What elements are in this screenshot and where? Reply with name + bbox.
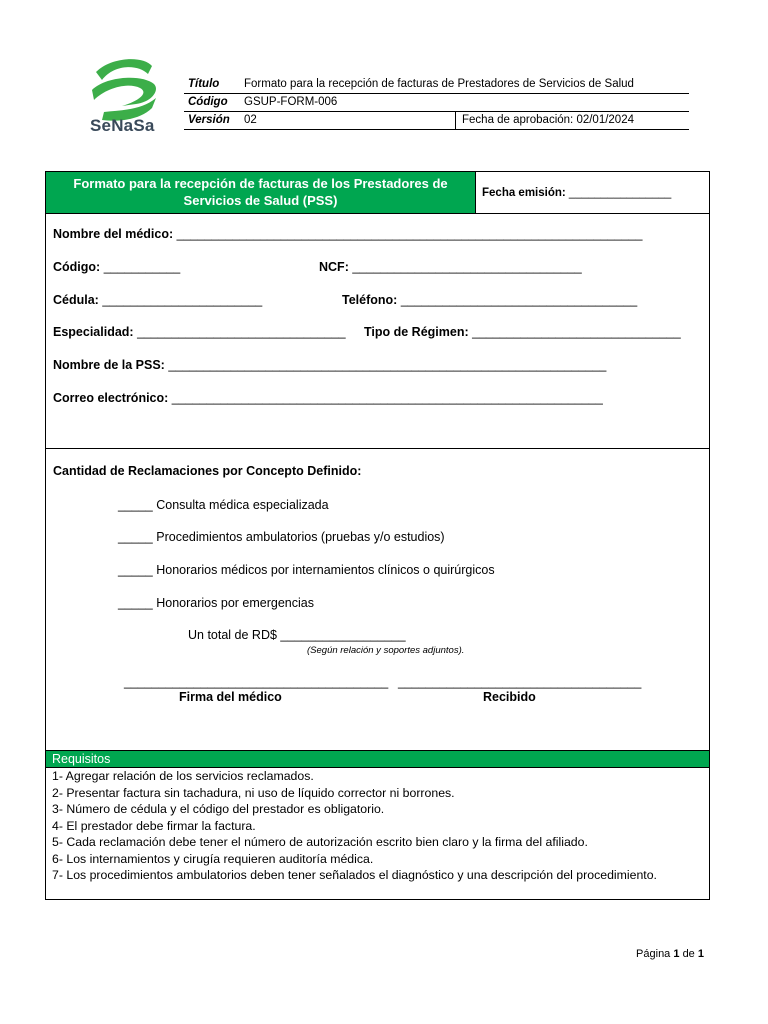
nombre-medico-field[interactable]: ___________________________________________________________________ [176,227,643,241]
item-honorarios-internamientos-field[interactable]: _____ [118,563,153,577]
requisitos-list [52,768,657,884]
cedula [53,293,262,307]
page-of: de [682,948,695,960]
requisito-item: 1- Agregar relación de los servicios reclamados. [52,769,314,783]
telefono-label: Teléfono: [342,293,398,307]
tipo-regimen-label: Tipo de Régimen: [364,325,469,339]
page-current: 1 [673,948,680,960]
fecha-emision-field[interactable]: ________________ [568,187,672,199]
version-label: Versión [188,114,230,126]
fecha-aprobacion: Fecha de aprobación: 02/01/2024 [462,114,634,126]
item-honorarios-emergencias [118,596,314,610]
requisito-item: 7- Los procedimientos ambulatorios deben tener señalados el diagnóstico y una descripción del procedimiento. [52,868,657,882]
cedula-field[interactable]: _______________________ [102,293,263,307]
ncf-field[interactable]: _________________________________ [352,260,582,274]
item-honorarios-internamientos-label: Honorarios médicos por internamientos clínicos o quirúrgicos [156,563,495,577]
codigo-field[interactable]: ___________ [103,260,181,274]
meta-row-titulo [184,76,689,94]
nombre-pss-label: Nombre de la PSS: [53,358,165,372]
firma-line[interactable]: ______________________________________ [124,675,389,689]
correo-field[interactable]: ______________________________________________________________ [171,391,603,405]
codigo-label: Código [188,96,228,108]
tipo-regimen [364,325,681,339]
document-meta-table [184,76,689,130]
correo [53,391,603,405]
item-procedimientos [118,530,445,544]
total-field[interactable]: __________________ [280,628,406,642]
section-divider [46,448,709,449]
item-consulta-label: Consulta médica especializada [156,498,329,512]
especialidad [53,325,346,339]
item-consulta [118,498,329,512]
ncf [319,260,582,274]
requisito-item: 4- El prestador debe firmar la factura. [52,818,256,833]
codigo-value: GSUP-FORM-006 [244,96,338,108]
page-label: Página [636,948,671,960]
page-number [636,948,704,960]
item-procedimientos-label: Procedimientos ambulatorios (pruebas y/o estudios) [156,530,445,544]
page-total: 1 [697,948,704,960]
titulo-value: Formato para la recepción de facturas de Prestadores de Servicios de Salud [244,78,634,90]
total [188,628,406,642]
item-honorarios-internamientos [118,563,495,577]
especialidad-field[interactable]: ______________________________ [137,325,346,339]
cedula-label: Cédula: [53,293,99,307]
correo-label: Correo electrónico: [53,391,169,405]
nombre-pss [53,358,606,372]
form-title: Formato para la recepción de facturas de los Prestadores de Servicios de Salud (PSS) [46,172,476,214]
fecha-emision [476,172,709,214]
item-honorarios-emergencias-label: Honorarios por emergencias [156,596,314,610]
requisito-item: 5- Cada reclamación debe tener el número de autorización escrito bien claro y la firma del afiliado. [52,835,588,849]
item-honorarios-emergencias-field[interactable]: _____ [118,596,153,610]
requisito-item: 3- Número de cédula y el código del prestador es obligatorio. [52,802,385,816]
codigo-label: Código: [53,260,101,274]
firma-label: Firma del médico [179,690,282,704]
item-procedimientos-field[interactable]: _____ [118,530,153,544]
nombre-medico [53,227,642,241]
fecha-emision-label: Fecha emisión: [482,187,566,199]
nombre-medico-label: Nombre del médico: [53,227,174,241]
total-note: (Según relación y soportes adjuntos). [307,645,465,656]
telefono-field[interactable]: __________________________________ [400,293,638,307]
recibido-line[interactable]: ___________________________________ [398,675,642,689]
requisitos-box [45,751,710,900]
ncf-label: NCF: [319,260,349,274]
requisito-item: 6- Los internamientos y cirugía requieren auditoría médica. [52,851,374,866]
meta-row-codigo [184,94,689,112]
requisito-item: 2- Presentar factura sin tachadura, ni uso de líquido corrector ni borrones. [52,785,455,800]
meta-row-version [184,112,689,130]
total-label: Un total de RD$ [188,628,277,642]
tipo-regimen-field[interactable]: ______________________________ [472,325,681,339]
nombre-pss-field[interactable]: _______________________________________________________________ [168,358,607,372]
form-box [45,171,710,751]
item-consulta-field[interactable]: _____ [118,498,153,512]
version-value: 02 [244,114,257,126]
especialidad-label: Especialidad: [53,325,134,339]
cantidad-title: Cantidad de Reclamaciones por Concepto Definido: [53,464,362,478]
requisitos-title: Requisitos [46,751,709,768]
codigo [53,260,180,274]
recibido-label: Recibido [483,690,536,704]
logo-text: SeNaSa [90,116,155,135]
meta-separator [455,112,456,130]
telefono [342,293,637,307]
titulo-label: Título [188,78,220,90]
